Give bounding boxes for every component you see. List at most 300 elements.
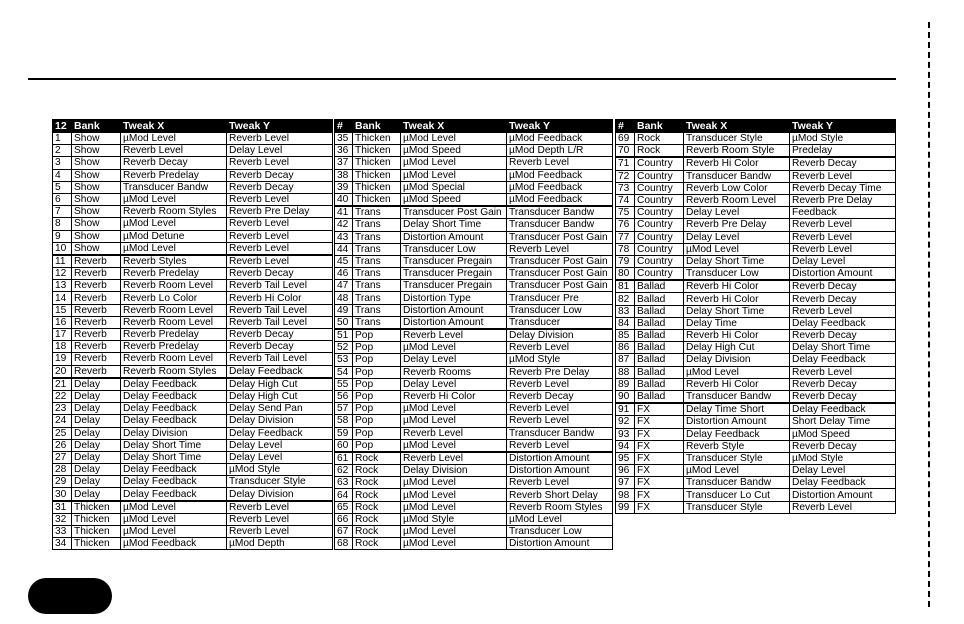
cell-number: 99 xyxy=(616,501,635,513)
table-row xyxy=(53,501,333,514)
table-row xyxy=(53,476,333,488)
cell-tweak-x: µMod Level xyxy=(401,133,507,145)
cell-tweak-y: Distortion Amount xyxy=(507,452,613,465)
cell-number: 29 xyxy=(53,476,72,488)
cell-bank: Show xyxy=(72,145,121,157)
table-row xyxy=(53,206,333,218)
cell-tweak-x: Reverb Hi Color xyxy=(684,293,790,305)
cell-bank: Pop xyxy=(353,329,401,342)
cell-bank: Pop xyxy=(353,415,401,427)
cell-tweak-x: µMod Level xyxy=(401,477,507,489)
cell-tweak-y: Distortion Amount xyxy=(507,538,613,550)
cell-tweak-x: µMod Level xyxy=(401,501,507,513)
page-tab xyxy=(28,578,112,614)
cell-bank: Delay xyxy=(72,415,121,427)
cell-tweak-x: µMod Level xyxy=(401,489,507,501)
table-row xyxy=(616,501,896,513)
cell-tweak-x: µMod Level xyxy=(401,157,507,169)
table-row xyxy=(616,207,896,219)
cell-bank: Ballad xyxy=(635,330,684,342)
cell-tweak-x: Reverb Level xyxy=(121,145,227,157)
cell-tweak-y: Reverb Decay xyxy=(790,440,896,452)
table-row xyxy=(53,255,333,268)
cell-number: 59 xyxy=(335,427,353,439)
table-row xyxy=(335,390,613,402)
cell-tweak-x: Distortion Amount xyxy=(684,416,790,428)
cell-number: 33 xyxy=(53,526,72,538)
table-row xyxy=(335,169,613,181)
table-row xyxy=(335,354,613,366)
cell-bank: Rock xyxy=(353,538,401,550)
cell-tweak-y: Transducer Low xyxy=(507,304,613,316)
cell-bank: Country xyxy=(635,231,684,243)
preset-table-2 xyxy=(334,119,613,550)
cell-tweak-y: Distortion Amount xyxy=(790,489,896,501)
cell-tweak-y: µMod Depth xyxy=(227,538,333,550)
cell-tweak-y: Reverb Tail Level xyxy=(227,304,333,316)
cell-tweak-x: µMod Detune xyxy=(121,230,227,242)
cell-number: 16 xyxy=(53,316,72,328)
cell-tweak-y: Short Delay Time xyxy=(790,416,896,428)
table-row xyxy=(53,341,333,353)
cell-tweak-y: Transducer Style xyxy=(227,476,333,488)
cell-number: 83 xyxy=(616,305,635,317)
cell-tweak-x: µMod Level xyxy=(684,243,790,255)
cell-tweak-y: Reverb Level xyxy=(507,415,613,427)
cell-number: 68 xyxy=(335,538,353,550)
cell-number: 60 xyxy=(335,439,353,452)
cell-tweak-x: Transducer Bandw xyxy=(684,390,790,403)
cell-number: 37 xyxy=(335,157,353,169)
cell-tweak-x: Reverb Predelay xyxy=(121,341,227,353)
table-row xyxy=(335,181,613,193)
cell-bank: Show xyxy=(72,206,121,218)
cell-tweak-y: Reverb Level xyxy=(227,193,333,205)
cell-number: 74 xyxy=(616,194,635,206)
cell-tweak-x: Delay Level xyxy=(401,354,507,366)
cell-bank: Pop xyxy=(353,439,401,452)
cell-tweak-x: Delay High Cut xyxy=(684,342,790,354)
cell-bank: Ballad xyxy=(635,280,684,293)
cell-bank: Country xyxy=(635,157,684,170)
cell-tweak-y: Transducer Post Gain xyxy=(507,255,613,267)
cell-tweak-y: µMod Feedback xyxy=(507,181,613,193)
cell-number: 80 xyxy=(616,268,635,281)
cell-number: 75 xyxy=(616,207,635,219)
cell-tweak-x: Transducer Lo Cut xyxy=(684,489,790,501)
cell-number: 69 xyxy=(616,133,635,145)
cell-tweak-y: Reverb Decay xyxy=(507,390,613,402)
cell-tweak-x: Delay Feedback xyxy=(121,403,227,415)
cell-bank: Pop xyxy=(353,403,401,415)
cell-number: 54 xyxy=(335,366,353,378)
cell-tweak-y: Reverb Decay xyxy=(790,330,896,342)
cell-tweak-x: Reverb Room Style xyxy=(684,145,790,158)
cell-tweak-x: µMod Level xyxy=(121,133,227,145)
cell-tweak-x: µMod Level xyxy=(401,526,507,538)
table-row xyxy=(53,329,333,341)
cell-tweak-y: Reverb Pre Delay xyxy=(507,366,613,378)
cell-tweak-x: µMod Level xyxy=(121,193,227,205)
table-row xyxy=(335,255,613,267)
cell-bank: Pop xyxy=(353,354,401,366)
cell-tweak-x: Delay Feedback xyxy=(121,390,227,402)
cell-bank: Delay xyxy=(72,476,121,488)
cell-bank: Country xyxy=(635,207,684,219)
cell-bank: Rock xyxy=(635,133,684,145)
cell-bank: Show xyxy=(72,181,121,193)
cell-bank: Rock xyxy=(353,501,401,513)
col-header-bank: Bank xyxy=(353,120,401,133)
cell-number: 82 xyxy=(616,293,635,305)
cell-tweak-x: Reverb Room Level xyxy=(121,353,227,365)
table-row xyxy=(53,268,333,280)
cell-tweak-x: Delay Level xyxy=(684,207,790,219)
cell-bank: Trans xyxy=(353,255,401,267)
table-row xyxy=(616,145,896,158)
cell-tweak-x: Reverb Level xyxy=(401,427,507,439)
cell-bank: Rock xyxy=(353,465,401,477)
cell-tweak-x: Distortion Amount xyxy=(401,304,507,316)
cell-bank: Trans xyxy=(353,243,401,255)
cell-tweak-x: Transducer Low xyxy=(401,243,507,255)
table-row xyxy=(335,193,613,206)
cell-tweak-y: Feedback xyxy=(790,207,896,219)
cell-tweak-y: Reverb Level xyxy=(227,501,333,514)
table-row xyxy=(616,133,896,145)
table-row xyxy=(616,231,896,243)
cell-tweak-x: Delay Division xyxy=(684,354,790,366)
cell-number: 21 xyxy=(53,378,72,391)
cell-number: 22 xyxy=(53,390,72,402)
cell-bank: Ballad xyxy=(635,293,684,305)
cell-number: 39 xyxy=(335,181,353,193)
cell-tweak-x: Transducer Bandw xyxy=(684,170,790,182)
cell-tweak-y: Delay Level xyxy=(790,255,896,267)
cell-bank: Pop xyxy=(353,342,401,354)
cell-bank: Pop xyxy=(353,427,401,439)
cell-tweak-y: Reverb Level xyxy=(507,439,613,452)
cell-bank: Delay xyxy=(72,451,121,463)
table-row xyxy=(616,489,896,501)
cell-bank: Thicken xyxy=(72,538,121,550)
table-row xyxy=(335,342,613,354)
cell-tweak-y: Transducer Low xyxy=(507,526,613,538)
table-row xyxy=(335,427,613,439)
cell-tweak-y: Reverb Level xyxy=(790,170,896,182)
cell-number: 88 xyxy=(616,366,635,378)
cell-tweak-x: µMod Level xyxy=(121,242,227,255)
table-row xyxy=(53,415,333,427)
cell-number: 36 xyxy=(335,145,353,157)
cell-tweak-y: Reverb Level xyxy=(507,403,613,415)
cell-tweak-x: Reverb Lo Color xyxy=(121,292,227,304)
cell-tweak-x: Delay Feedback xyxy=(121,488,227,501)
cell-bank: Reverb xyxy=(72,341,121,353)
cell-bank: Thicken xyxy=(72,526,121,538)
cell-number: 84 xyxy=(616,317,635,329)
cell-bank: Delay xyxy=(72,427,121,439)
cell-tweak-x: µMod Level xyxy=(401,415,507,427)
cell-tweak-x: Transducer Style xyxy=(684,133,790,145)
table-row xyxy=(53,280,333,292)
table-row xyxy=(616,390,896,403)
cell-tweak-y: Reverb Decay xyxy=(790,157,896,170)
cell-tweak-x: Delay Short Time xyxy=(121,451,227,463)
cell-tweak-x: Reverb Decay xyxy=(121,157,227,169)
table-row xyxy=(335,526,613,538)
table-row xyxy=(53,304,333,316)
cell-tweak-x: µMod Special xyxy=(401,181,507,193)
table-row xyxy=(335,366,613,378)
cell-tweak-x: µMod Level xyxy=(401,403,507,415)
cell-bank: Delay xyxy=(72,464,121,476)
cell-number: 66 xyxy=(335,513,353,525)
cell-bank: Show xyxy=(72,169,121,181)
cell-tweak-y: Delay Division xyxy=(227,488,333,501)
cell-tweak-x: Transducer Pregain xyxy=(401,255,507,267)
cell-bank: Reverb xyxy=(72,316,121,328)
cell-tweak-x: Delay Feedback xyxy=(684,428,790,440)
cell-number: 11 xyxy=(53,255,72,268)
table-row xyxy=(335,378,613,390)
cell-tweak-x: Reverb Pre Delay xyxy=(684,219,790,231)
cell-tweak-x: µMod Style xyxy=(401,513,507,525)
cell-tweak-y: Reverb Tail Level xyxy=(227,316,333,328)
cell-number: 86 xyxy=(616,342,635,354)
cell-tweak-y: Delay Level xyxy=(227,145,333,157)
cell-bank: FX xyxy=(635,477,684,489)
cell-bank: FX xyxy=(635,428,684,440)
table-row xyxy=(335,452,613,465)
table-row xyxy=(335,513,613,525)
cell-bank: Trans xyxy=(353,268,401,280)
cell-tweak-y: Reverb Level xyxy=(227,157,333,169)
cell-number: 51 xyxy=(335,329,353,342)
cell-tweak-y: Delay High Cut xyxy=(227,378,333,391)
cell-tweak-x: µMod Level xyxy=(684,366,790,378)
cell-bank: FX xyxy=(635,440,684,452)
cell-tweak-y: Delay Feedback xyxy=(790,477,896,489)
cell-number: 10 xyxy=(53,242,72,255)
table-row xyxy=(335,538,613,550)
cell-number: 14 xyxy=(53,292,72,304)
cell-tweak-y: Reverb Level xyxy=(507,378,613,390)
table-row xyxy=(616,243,896,255)
table-row xyxy=(616,182,896,194)
cell-bank: Delay xyxy=(72,403,121,415)
table-row xyxy=(335,243,613,255)
table-row xyxy=(616,157,896,170)
table-row xyxy=(616,293,896,305)
cell-tweak-x: Reverb Room Styles xyxy=(121,206,227,218)
table-row xyxy=(616,194,896,206)
cell-tweak-y: Reverb Level xyxy=(227,230,333,242)
cell-bank: Trans xyxy=(353,292,401,304)
table-row xyxy=(616,305,896,317)
cell-bank: Show xyxy=(72,230,121,242)
cell-bank: Delay xyxy=(72,488,121,501)
table-row xyxy=(616,366,896,378)
cell-number: 41 xyxy=(335,206,353,219)
cell-number: 62 xyxy=(335,465,353,477)
cell-tweak-y: µMod Style xyxy=(507,354,613,366)
cell-number: 55 xyxy=(335,378,353,390)
table-row xyxy=(335,316,613,329)
cell-tweak-y: Reverb Level xyxy=(790,231,896,243)
cell-tweak-x: Reverb Predelay xyxy=(121,169,227,181)
cell-tweak-y: Delay Level xyxy=(790,465,896,477)
cell-tweak-x: Delay Short Time xyxy=(401,219,507,231)
cell-tweak-x: Delay Short Time xyxy=(121,439,227,451)
cell-tweak-y: Reverb Decay xyxy=(227,329,333,341)
cell-tweak-x: Reverb Room Level xyxy=(684,194,790,206)
cell-tweak-y: Reverb Level xyxy=(790,305,896,317)
table-row xyxy=(616,428,896,440)
cell-tweak-x: Reverb Predelay xyxy=(121,329,227,341)
cell-tweak-x: Delay Level xyxy=(401,378,507,390)
cell-tweak-y: Transducer Post Gain xyxy=(507,231,613,243)
table-row xyxy=(335,219,613,231)
table-row xyxy=(616,416,896,428)
cell-number: 17 xyxy=(53,329,72,341)
cell-number: 9 xyxy=(53,230,72,242)
cell-bank: Reverb xyxy=(72,304,121,316)
cell-tweak-y: Reverb Decay xyxy=(790,293,896,305)
cell-tweak-y: Transducer Bandw xyxy=(507,206,613,219)
cell-number: 87 xyxy=(616,354,635,366)
cell-number: 3 xyxy=(53,157,72,169)
cell-number: 6 xyxy=(53,193,72,205)
cell-tweak-y: Reverb Level xyxy=(507,243,613,255)
cell-bank: Pop xyxy=(353,366,401,378)
cell-number: 19 xyxy=(53,353,72,365)
cell-tweak-x: Reverb Style xyxy=(684,440,790,452)
table-row xyxy=(335,465,613,477)
cell-tweak-x: Distortion Amount xyxy=(401,231,507,243)
cell-bank: Reverb xyxy=(72,365,121,378)
cell-number: 48 xyxy=(335,292,353,304)
cell-bank: Reverb xyxy=(72,353,121,365)
cell-bank: Country xyxy=(635,255,684,267)
cell-bank: Show xyxy=(72,218,121,230)
cell-number: 91 xyxy=(616,403,635,416)
cell-number: 26 xyxy=(53,439,72,451)
cell-tweak-x: Transducer Bandw xyxy=(684,477,790,489)
table-row xyxy=(335,268,613,280)
cell-number: 12 xyxy=(53,268,72,280)
cell-tweak-y: Reverb Decay Time xyxy=(790,182,896,194)
table-row xyxy=(616,342,896,354)
cell-tweak-y: Delay Division xyxy=(227,415,333,427)
cell-number: 57 xyxy=(335,403,353,415)
table-row xyxy=(53,464,333,476)
cell-number: 32 xyxy=(53,513,72,525)
cell-bank: Rock xyxy=(353,513,401,525)
cell-bank: Country xyxy=(635,243,684,255)
table-row xyxy=(53,538,333,550)
cell-bank: Reverb xyxy=(72,268,121,280)
cell-tweak-y: Reverb Level xyxy=(507,157,613,169)
cell-number: 96 xyxy=(616,465,635,477)
cell-tweak-y: Reverb Level xyxy=(227,218,333,230)
preset-table-3 xyxy=(615,119,896,514)
cell-tweak-x: Reverb Hi Color xyxy=(684,157,790,170)
cell-tweak-x: Transducer Pregain xyxy=(401,268,507,280)
cell-number: 77 xyxy=(616,231,635,243)
table-row xyxy=(53,169,333,181)
cell-bank: Country xyxy=(635,194,684,206)
cell-tweak-y: Distortion Amount xyxy=(507,465,613,477)
cell-number: 45 xyxy=(335,255,353,267)
cell-bank: Reverb xyxy=(72,292,121,304)
cell-bank: Trans xyxy=(353,231,401,243)
cell-bank: Ballad xyxy=(635,342,684,354)
cell-tweak-x: µMod Level xyxy=(401,342,507,354)
cell-tweak-x: µMod Feedback xyxy=(121,538,227,550)
table-header-row xyxy=(335,120,613,133)
cell-tweak-x: µMod Level xyxy=(401,169,507,181)
table-row xyxy=(616,170,896,182)
cell-bank: Ballad xyxy=(635,366,684,378)
cell-number: 65 xyxy=(335,501,353,513)
cell-bank: FX xyxy=(635,501,684,513)
cell-tweak-y: Delay Feedback xyxy=(790,354,896,366)
cell-tweak-y: Reverb Decay xyxy=(227,341,333,353)
cell-tweak-x: Transducer Bandw xyxy=(121,181,227,193)
cell-bank: Show xyxy=(72,133,121,145)
cell-bank: Thicken xyxy=(353,133,401,145)
cell-number: 92 xyxy=(616,416,635,428)
cell-number: 28 xyxy=(53,464,72,476)
cell-bank: Ballad xyxy=(635,354,684,366)
cell-tweak-y: Delay Feedback xyxy=(227,365,333,378)
cell-bank: Delay xyxy=(72,378,121,391)
cell-bank: Trans xyxy=(353,219,401,231)
cell-tweak-x: µMod Level xyxy=(121,526,227,538)
table-row xyxy=(53,218,333,230)
cell-tweak-y: Delay Division xyxy=(507,329,613,342)
table-row xyxy=(335,403,613,415)
col-header-tweak-x: Tweak X xyxy=(121,120,227,133)
col-header-tweak-x: Tweak X xyxy=(401,120,507,133)
cell-tweak-y: Reverb Room Styles xyxy=(507,501,613,513)
table-row xyxy=(335,133,613,145)
table-row xyxy=(335,304,613,316)
table-row xyxy=(616,354,896,366)
cell-tweak-x: Reverb Room Level xyxy=(121,316,227,328)
cell-number: 30 xyxy=(53,488,72,501)
cell-tweak-y: Delay Feedback xyxy=(790,317,896,329)
cell-tweak-y: Reverb Tail Level xyxy=(227,353,333,365)
cell-tweak-x: Reverb Predelay xyxy=(121,268,227,280)
cell-number: 50 xyxy=(335,316,353,329)
table-row xyxy=(335,489,613,501)
cell-bank: Rock xyxy=(353,489,401,501)
table-row xyxy=(616,280,896,293)
cell-bank: Trans xyxy=(353,206,401,219)
col-header-bank: Bank xyxy=(635,120,684,133)
cell-tweak-y: Delay Level xyxy=(227,439,333,451)
cell-tweak-x: Delay Feedback xyxy=(121,378,227,391)
cell-number: 8 xyxy=(53,218,72,230)
cell-tweak-y: Reverb Level xyxy=(227,526,333,538)
col-header-number: 12 xyxy=(53,120,72,133)
table-row xyxy=(53,353,333,365)
cell-number: 56 xyxy=(335,390,353,402)
cell-number: 49 xyxy=(335,304,353,316)
cell-bank: Rock xyxy=(353,477,401,489)
